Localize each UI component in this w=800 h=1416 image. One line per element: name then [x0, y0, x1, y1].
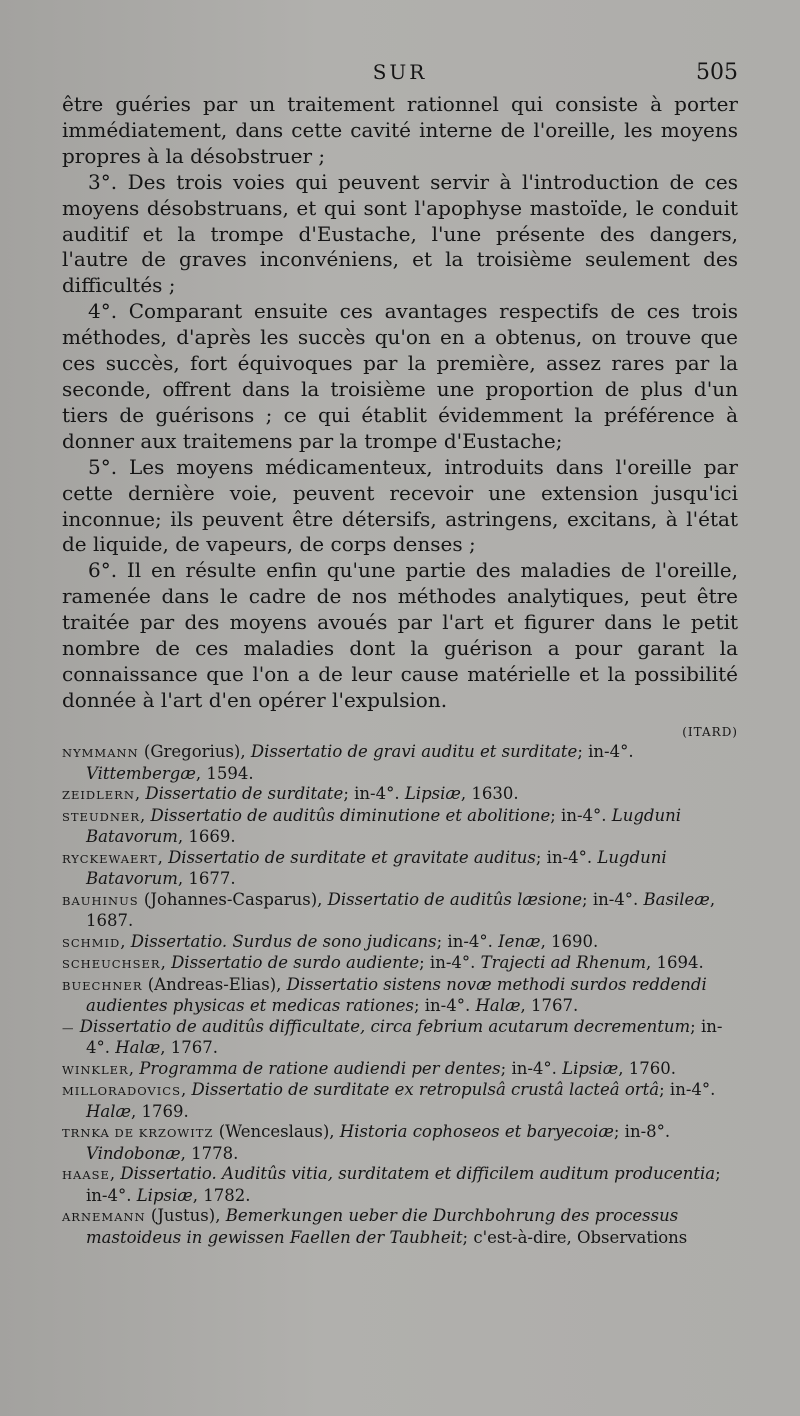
- entry-title: Dissertatio de surditate et gravitate auditus: [168, 847, 536, 867]
- entry-place: Lipsiæ: [136, 1185, 193, 1205]
- entry-author-extra: ,: [139, 805, 151, 825]
- entry-author-extra: ,: [157, 847, 169, 867]
- entry-place: Ienæ: [498, 931, 541, 951]
- entry-title: Bemerkungen ueber die Durchbohrung des processus mastoideus in gewissen Faellen der Taubheit: [86, 1206, 679, 1247]
- bibliography-entry: [62, 932, 738, 954]
- entry-title: Dissertatio. Auditûs vitia, surditatem et difficilem auditum producentia: [120, 1164, 716, 1183]
- entry-place: Lipsiæ: [562, 1058, 619, 1078]
- entry-author: HAASE: [62, 1168, 110, 1182]
- bibliography: [62, 742, 738, 1248]
- entry-title: Dissertatio de gravi auditu et surditate: [250, 742, 578, 761]
- entry-place: Lugduni Batavorum: [86, 805, 682, 846]
- entry-title: Historia cophoseos et baryecoiæ: [339, 1122, 614, 1141]
- entry-format: ; in-4°.: [577, 742, 634, 761]
- entry-author-extra: ,: [180, 1080, 192, 1099]
- bibliography-entry: [62, 784, 738, 806]
- entry-author: ARNEMANN: [62, 1210, 146, 1224]
- entry-title: Dissertatio de surdo audiente: [171, 953, 420, 972]
- body-text: [62, 92, 738, 746]
- page-number: 505: [696, 60, 738, 85]
- entry-author-extra: (Wenceslaus),: [213, 1122, 340, 1141]
- entry-author-extra: ,: [128, 1058, 140, 1078]
- bibliography-entry: [62, 1017, 738, 1059]
- entry-place: Halæ: [115, 1038, 161, 1057]
- entry-author: MILLORADOVICS: [62, 1084, 181, 1098]
- entry-place: Lugduni Batavorum: [86, 847, 667, 888]
- entry-title: Dissertatio de surditate ex retropulsâ crustâ lacteâ ortâ: [191, 1080, 660, 1099]
- entry-year: , 1594.: [195, 763, 254, 783]
- entry-format: ; in-4°.: [343, 784, 405, 803]
- paragraph: 3°. Des trois voies qui peuvent servir à l'introduction de ces moyens désobstruans, et qui sont l'apophyse mastoïde, le conduit auditif et la trompe d'Eustache, l'une présente des dangers, l'autre de graves inconvéniens, et la troisième seulement des difficultés ;: [62, 169, 738, 298]
- entry-format: ; in-4°.: [436, 931, 499, 951]
- entry-author: SCHMID: [62, 935, 121, 950]
- entry-author: SCHEUCHSER: [62, 957, 161, 971]
- entry-place: Vittembergæ: [86, 763, 196, 783]
- entry-author: BAUHINUS: [62, 893, 139, 908]
- entry-author: ZEIDLERN: [62, 788, 135, 802]
- bibliography-entry: [62, 742, 738, 784]
- entry-author: RYCKEWAERT: [62, 851, 158, 866]
- bibliography-entry: [62, 806, 738, 848]
- bibliography-entry: [62, 1206, 738, 1248]
- entry-year: , 1767.: [160, 1038, 218, 1057]
- bibliography-entry: [62, 1059, 738, 1081]
- entry-format: ; in-4°.: [86, 1164, 721, 1205]
- paragraph: 6°. Il en résulte enfin qu'une partie des maladies de l'oreille, ramenée dans le cadre de nos méthodes analytiques, peut être traitée par des moyens avoués par l'art et figurer dans le petit nombre de ces maladies dont la guérison a pour garant la connaissance que l'on a de leur cause matérielle et la possibilité donnée à l'art d'en opérer l'expulsion.: [62, 558, 738, 712]
- entry-year: , 1782.: [192, 1185, 251, 1205]
- entry-year: , 1760.: [618, 1058, 676, 1078]
- entry-format: ; in-4°.: [419, 953, 481, 972]
- entry-author-extra: (Justus),: [145, 1206, 226, 1225]
- entry-place: Trajecti ad Rhenum: [480, 953, 647, 972]
- entry-year: , 1694.: [646, 953, 704, 972]
- running-title: SUR: [372, 60, 428, 84]
- entry-year: , 1687.: [86, 889, 716, 930]
- author-signature: (ITARD): [682, 724, 738, 739]
- entry-format: ; c'est-à-dire, Observations: [462, 1227, 688, 1247]
- entry-year: , 1677.: [177, 869, 236, 888]
- entry-title: Dissertatio de auditûs læsione: [327, 889, 583, 909]
- bibliography-entry: [62, 1122, 738, 1164]
- entry-author: STEUDNER: [62, 809, 140, 824]
- paragraph: 4°. Comparant ensuite ces avantages respectifs de ces trois méthodes, d'après les succès qu'on en a obtenus, on trouve que ces succès, fort équivoques par la première, assez rares par la seconde, offrent dans la troisième une proportion de plus d'un tiers de guérisons ; ce qui établit évidemment la préférence à donner aux traitemens par la trompe d'Eustache;: [62, 299, 738, 453]
- entry-title: Dissertatio de surditate: [145, 784, 344, 803]
- bibliography-entry: [62, 1080, 738, 1122]
- entry-author: WINKLER: [62, 1062, 129, 1077]
- entry-format: ; in-4°.: [500, 1058, 563, 1078]
- entry-format: ; in-4°.: [535, 847, 598, 867]
- entry-year: , 1630.: [460, 784, 519, 803]
- entry-place: Basileæ: [643, 889, 710, 909]
- entry-format: ; in-4°.: [659, 1080, 716, 1099]
- entry-format: ; in-4°.: [550, 805, 612, 825]
- entry-author-extra: ,: [109, 1164, 121, 1183]
- entry-place: Vindobonæ: [86, 1143, 181, 1163]
- entry-year: , 1778.: [180, 1143, 239, 1163]
- page-header: [62, 60, 738, 90]
- entry-title: Dissertatio sistens novæ methodi surdos reddendi audientes physicas et medicas rationes: [86, 974, 707, 1015]
- entry-author: NYMMANN: [62, 746, 139, 760]
- bibliography-entry: [62, 975, 738, 1017]
- entry-author-extra: ,: [160, 953, 172, 972]
- entry-format: ; in-4°.: [413, 996, 476, 1015]
- entry-title: Programma de ratione audiendi per dentes: [139, 1058, 501, 1078]
- entry-author-extra: (Gregorius),: [138, 742, 251, 761]
- bibliography-entry: [62, 890, 738, 932]
- entry-author-extra: ,: [134, 784, 146, 803]
- entry-place: Halæ: [86, 1101, 132, 1121]
- entry-author-extra: (Andreas-Elias),: [142, 974, 287, 994]
- entry-format: ; in-4°.: [582, 889, 644, 909]
- bibliography-entry: [62, 848, 738, 890]
- entry-author: TRNKA DE KRZOWITZ: [62, 1126, 214, 1140]
- entry-year: , 1769.: [131, 1101, 189, 1121]
- bibliography-entry: [62, 1164, 738, 1206]
- entry-year: , 1767.: [520, 996, 579, 1015]
- entry-year: , 1669.: [177, 827, 236, 846]
- entry-place: Lipsiæ: [404, 784, 461, 803]
- entry-title: Dissertatio de auditûs difficultate, circa febrium acutarum decrementum: [79, 1016, 691, 1036]
- paragraph: être guéries par un traitement rationnel qui consiste à porter immédiatement, dans cette cavité interne de l'oreille, les moyens propres à la désobstruer ;: [62, 92, 738, 168]
- entry-place: Halæ: [475, 996, 521, 1015]
- entry-author-extra: ,: [120, 931, 131, 951]
- entry-title: Dissertatio de auditûs diminutione et abolitione: [150, 805, 551, 825]
- entry-format: ; in-8°.: [613, 1122, 671, 1141]
- entry-title: Dissertatio. Surdus de sono judicans: [130, 931, 437, 951]
- entry-format: ; in-4°.: [86, 1016, 723, 1057]
- paragraph: 5°. Les moyens médicamenteux, introduits dans l'oreille par cette dernière voie, peuvent recevoir une extension jusqu'ici inconnue; ils peuvent être détersifs, astringens, excitans, à l'état de liquide, de vapeurs, de corps denses ;: [62, 454, 738, 557]
- entry-year: , 1690.: [540, 931, 599, 951]
- entry-author: —: [62, 1020, 75, 1035]
- entry-author-extra: (Johannes-Casparus),: [138, 889, 328, 909]
- entry-author: BUECHNER: [62, 978, 143, 993]
- bibliography-entry: [62, 953, 738, 975]
